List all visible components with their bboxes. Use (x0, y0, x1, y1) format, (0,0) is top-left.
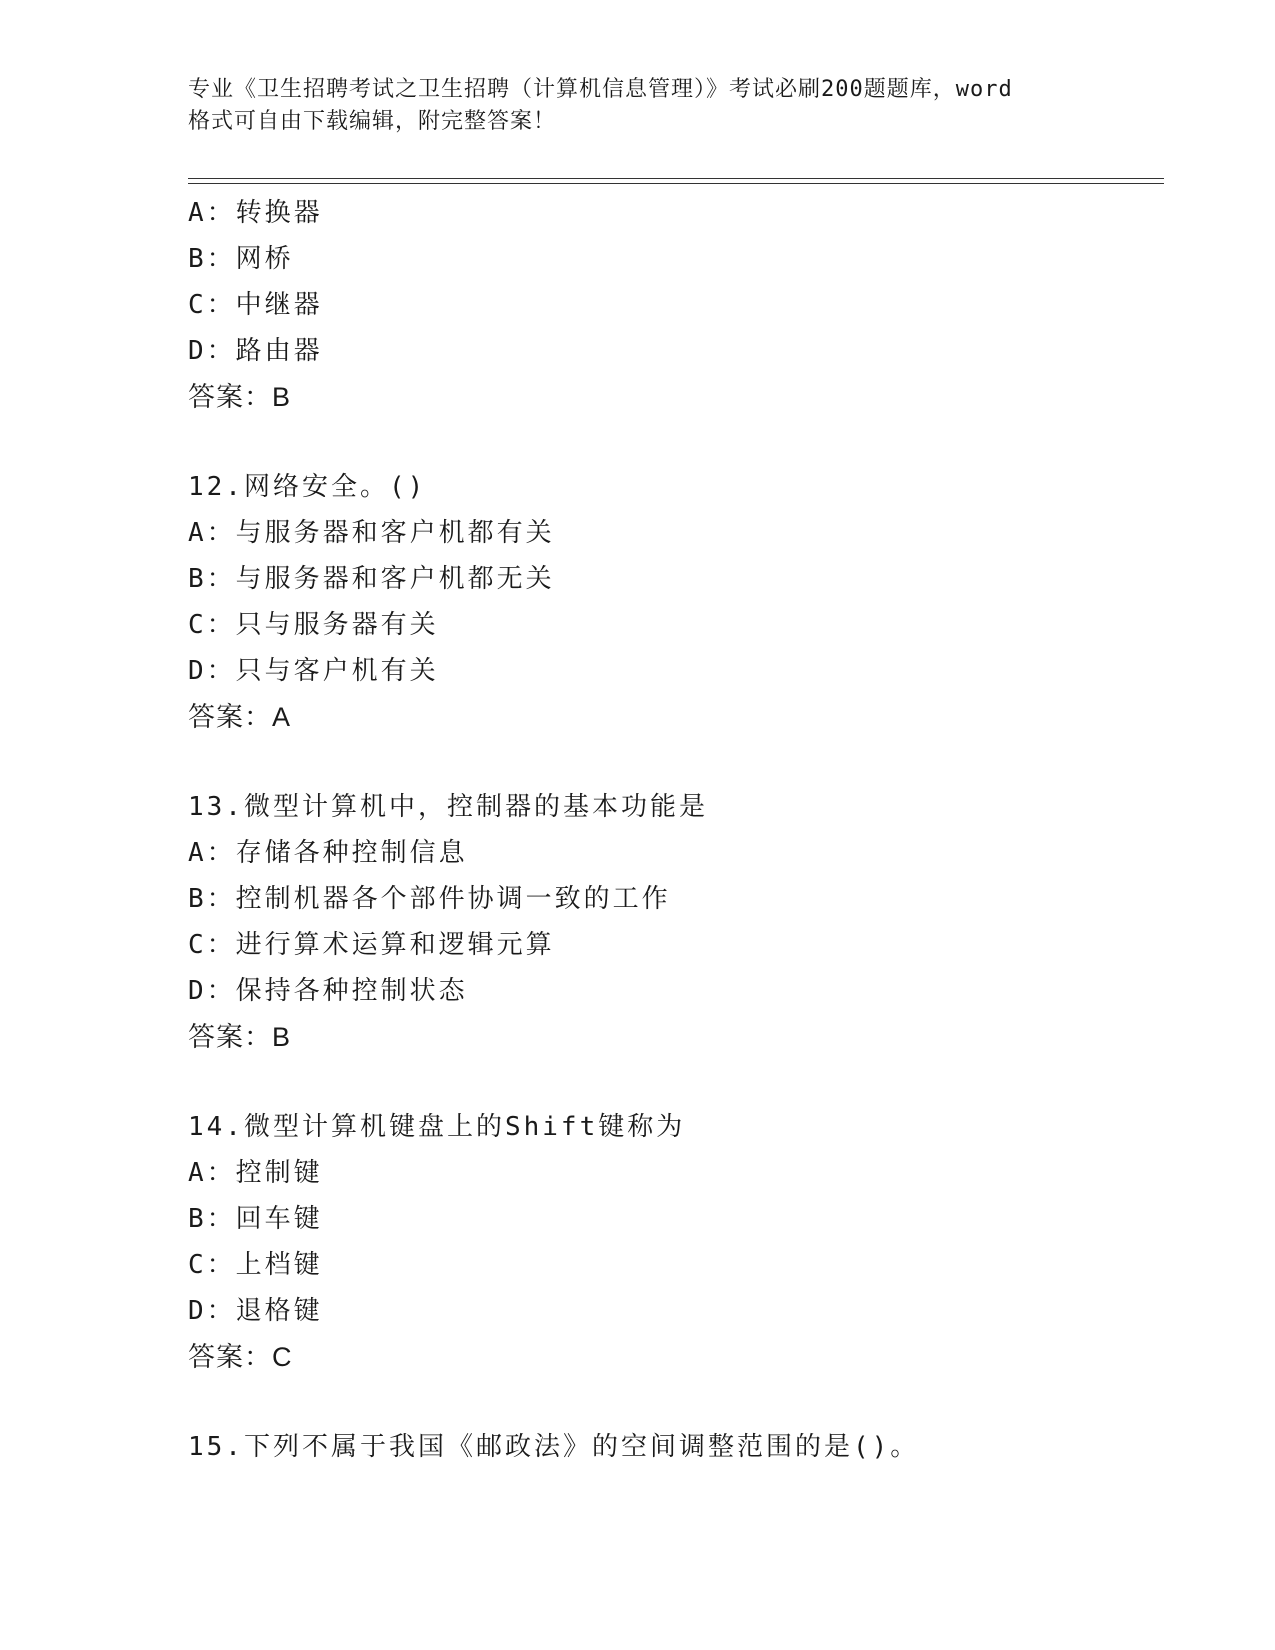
option-a: A：转换器 (188, 198, 323, 228)
question-stem: 12.网络安全。() (188, 472, 427, 502)
question-block-11 (188, 190, 1164, 420)
answer-line: 答案：A (188, 702, 292, 732)
option-c: C：上档键 (188, 1250, 323, 1280)
header-divider (188, 178, 1164, 184)
option-a: A：控制键 (188, 1158, 323, 1188)
option-a: A：与服务器和客户机都有关 (188, 518, 555, 548)
answer-line: 答案：B (188, 382, 292, 412)
option-d: D：只与客户机有关 (188, 656, 439, 686)
option-d: D：退格键 (188, 1296, 323, 1326)
question-block-12 (188, 464, 1164, 740)
question-stem: 13.微型计算机中，控制器的基本功能是 (188, 792, 708, 822)
option-c: C：只与服务器有关 (188, 610, 439, 640)
option-d: D：路由器 (188, 336, 323, 366)
question-stem: 15.下列不属于我国《邮政法》的空间调整范围的是()。 (188, 1432, 920, 1462)
question-block-13 (188, 784, 1164, 1060)
document-header (188, 74, 1118, 138)
answer-line: 答案：B (188, 1022, 292, 1052)
question-stem: 14.微型计算机键盘上的Shift键称为 (188, 1112, 686, 1142)
question-block-14 (188, 1104, 1164, 1380)
option-c: C：中继器 (188, 290, 323, 320)
option-d: D：保持各种控制状态 (188, 976, 468, 1006)
option-b: B：回车键 (188, 1204, 323, 1234)
header-line-2: 格式可自由下载编辑，附完整答案！ (188, 109, 557, 134)
header-line-1: 专业《卫生招聘考试之卫生招聘（计算机信息管理）》考试必刷200题题库，word (188, 77, 1013, 102)
question-list (188, 190, 1164, 1470)
option-c: C：进行算术运算和逻辑元算 (188, 930, 555, 960)
answer-line: 答案：C (188, 1342, 293, 1372)
option-a: A：存储各种控制信息 (188, 838, 468, 868)
option-b: B：网桥 (188, 244, 294, 274)
option-b: B：控制机器各个部件协调一致的工作 (188, 884, 671, 914)
question-block-15 (188, 1424, 1164, 1470)
option-b: B：与服务器和客户机都无关 (188, 564, 555, 594)
